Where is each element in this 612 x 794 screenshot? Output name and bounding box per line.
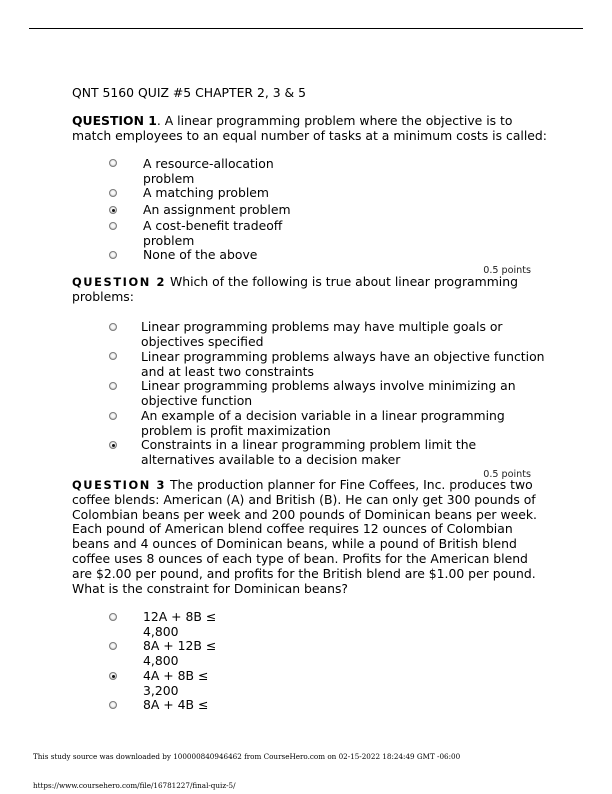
- q3-option-3-line1: 4A + 8B ≤: [143, 668, 209, 683]
- top-rule: [29, 28, 583, 29]
- download-note: This study source was downloaded by 100000840946462 from CourseHero.com on 02-15-2022 18:24:49 GMT -06:00: [33, 752, 461, 761]
- radio-q1-opt3-selected[interactable]: [109, 206, 117, 214]
- q3-option-1-line2: 4,800: [143, 623, 179, 639]
- quiz-title: QNT 5160 QUIZ #5 CHAPTER 2, 3 & 5: [72, 85, 307, 100]
- radio-q1-opt4[interactable]: [109, 222, 117, 230]
- radio-q1-opt5[interactable]: [109, 251, 117, 259]
- q2-option-4-line2: problem is profit maximization: [141, 422, 331, 438]
- q1-option-5[interactable]: [143, 248, 257, 263]
- q2-option-5[interactable]: [141, 438, 476, 468]
- q2-option-5-line2: alternatives available to a decision maker: [141, 451, 401, 467]
- q2-option-1[interactable]: [141, 320, 503, 350]
- q2-option-5-line1: Constraints in a linear programming problem limit the: [141, 437, 477, 452]
- radio-q2-opt5-selected[interactable]: [109, 441, 117, 449]
- question-3-stem: [72, 478, 544, 596]
- radio-q3-opt3-selected[interactable]: [109, 672, 117, 680]
- q1-option-1-line1: A resource-allocation: [143, 156, 274, 171]
- question-2-text: Which of the following is true about linear programming problems:: [72, 274, 518, 304]
- radio-q3-opt1[interactable]: [109, 613, 117, 621]
- q1-option-4-line2: problem: [143, 232, 195, 248]
- q2-option-3-line1: Linear programming problems always involve minimizing an: [141, 378, 516, 393]
- radio-q3-opt2[interactable]: [109, 642, 117, 650]
- q2-option-2-line2: and at least two constraints: [141, 363, 314, 379]
- q3-option-4-line1: 8A + 4B ≤: [143, 697, 209, 712]
- radio-q1-opt2[interactable]: [109, 189, 117, 197]
- q1-points: 0.5 points: [483, 265, 531, 276]
- q3-option-3-line2: 3,200: [143, 682, 179, 698]
- radio-q2-opt2[interactable]: [109, 352, 117, 360]
- q2-option-4-line1: An example of a decision variable in a linear programming: [141, 408, 505, 423]
- radio-q2-opt3[interactable]: [109, 382, 117, 390]
- q3-option-4[interactable]: [143, 698, 208, 713]
- q1-option-3-line1: An assignment problem: [143, 202, 291, 217]
- q3-option-2-line2: 4,800: [143, 652, 179, 668]
- q3-option-2[interactable]: [143, 639, 216, 669]
- radio-q3-opt4[interactable]: [109, 701, 117, 709]
- source-url[interactable]: https://www.coursehero.com/file/16781227/final-quiz-5/: [33, 781, 236, 790]
- q3-option-1-line1: 12A + 8B ≤: [143, 609, 217, 624]
- q1-option-4-line1: A cost-benefit tradeoff: [143, 218, 283, 233]
- question-3-label: QUESTION 3: [72, 478, 167, 492]
- question-1-stem: [72, 114, 547, 144]
- question-3-subtext: What is the constraint for Dominican beans?: [72, 580, 349, 596]
- q3-option-2-line1: 8A + 12B ≤: [143, 638, 217, 653]
- q1-option-4[interactable]: [143, 219, 282, 249]
- q2-option-1-line2: objectives specified: [141, 333, 264, 349]
- q2-option-4[interactable]: [141, 409, 505, 439]
- q2-option-3-line2: objective function: [141, 392, 253, 408]
- question-1-text: . A linear programming problem where the objective is to match employees to an equal number of tasks at a minimum costs is called:: [72, 113, 547, 143]
- q1-option-2[interactable]: [143, 186, 269, 201]
- question-2-stem: [72, 275, 532, 305]
- q2-option-3[interactable]: [141, 379, 516, 409]
- q1-option-1[interactable]: [143, 157, 274, 187]
- question-3-text: The production planner for Fine Coffees, Inc. produces two coffee blends: American (A) and British (B). He can only get 300 pounds of Colombian beans per week and 200 pounds of Dominican beans per week. Each pound of American blend coffee requires 12 ounces of Colombian beans and 4 ounces of Dominican beans, while a pound of British blend coffee uses 8 ounces of each type of bean. Profits for the American blend are $2.00 per pound, and profits for the British blend are $1.00 per pound.: [72, 477, 537, 581]
- q1-option-2-line1: A matching problem: [143, 185, 269, 200]
- question-1-label: QUESTION 1: [72, 113, 157, 128]
- radio-q2-opt1[interactable]: [109, 323, 117, 331]
- q2-points: 0.5 points: [483, 469, 531, 480]
- q1-option-5-line1: None of the above: [143, 247, 258, 262]
- radio-q2-opt4[interactable]: [109, 412, 117, 420]
- q3-option-3[interactable]: [143, 669, 208, 699]
- q3-option-1[interactable]: [143, 610, 216, 640]
- q2-option-2-line1: Linear programming problems always have an objective function: [141, 349, 545, 364]
- q1-option-3[interactable]: [143, 203, 291, 218]
- q2-option-2[interactable]: [141, 350, 545, 380]
- question-2-label: QUESTION 2: [72, 275, 167, 289]
- q2-option-1-line1: Linear programming problems may have multiple goals or: [141, 319, 503, 334]
- q1-option-1-line2: problem: [143, 170, 195, 186]
- radio-q1-opt1[interactable]: [109, 159, 117, 167]
